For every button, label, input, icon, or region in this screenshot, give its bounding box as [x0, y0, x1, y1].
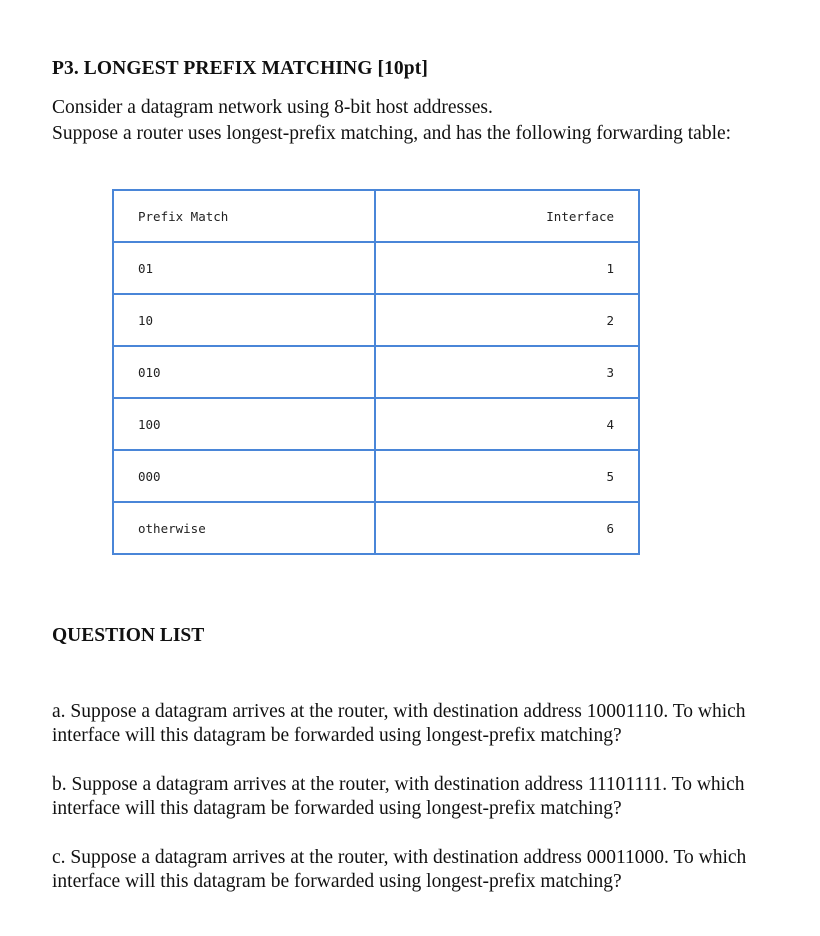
- table-row: [113, 450, 639, 502]
- question-list-heading: QUESTION LIST: [52, 625, 205, 646]
- question-a: [52, 700, 792, 748]
- prefix-cell: 10: [113, 294, 375, 346]
- question-line: interface will this datagram be forwarded using longest-prefix matching?: [52, 798, 622, 819]
- prefix-cell: 010: [113, 346, 375, 398]
- table-row: [113, 242, 639, 294]
- question-line: a. Suppose a datagram arrives at the router, with destination address 10001110. To which: [52, 701, 746, 722]
- question-line: interface will this datagram be forwarded using longest-prefix matching?: [52, 871, 622, 892]
- table-row: [113, 502, 639, 554]
- interface-cell: 1: [375, 242, 639, 294]
- table-header-row: [113, 190, 639, 242]
- table-row: [113, 294, 639, 346]
- interface-cell: 5: [375, 450, 639, 502]
- question-line: interface will this datagram be forwarded using longest-prefix matching?: [52, 725, 622, 746]
- header-interface: Interface: [375, 190, 639, 242]
- interface-cell: 2: [375, 294, 639, 346]
- problem-title: P3. LONGEST PREFIX MATCHING [10pt]: [52, 58, 428, 79]
- table-row: [113, 398, 639, 450]
- interface-cell: 6: [375, 502, 639, 554]
- question-line: c. Suppose a datagram arrives at the router, with destination address 00011000. To which: [52, 847, 747, 868]
- prefix-cell: 000: [113, 450, 375, 502]
- intro-line: Consider a datagram network using 8-bit host addresses.: [52, 97, 493, 118]
- header-prefix-match: Prefix Match: [113, 190, 375, 242]
- question-line: b. Suppose a datagram arrives at the router, with destination address 11101111. To which: [52, 774, 745, 795]
- question-b: [52, 773, 792, 821]
- prefix-cell: otherwise: [113, 502, 375, 554]
- interface-cell: 4: [375, 398, 639, 450]
- problem-intro: [52, 95, 731, 147]
- table-row: [113, 346, 639, 398]
- forwarding-table: [112, 189, 640, 555]
- prefix-cell: 01: [113, 242, 375, 294]
- question-c: [52, 846, 792, 894]
- prefix-cell: 100: [113, 398, 375, 450]
- interface-cell: 3: [375, 346, 639, 398]
- intro-line: Suppose a router uses longest-prefix matching, and has the following forwarding table:: [52, 123, 732, 144]
